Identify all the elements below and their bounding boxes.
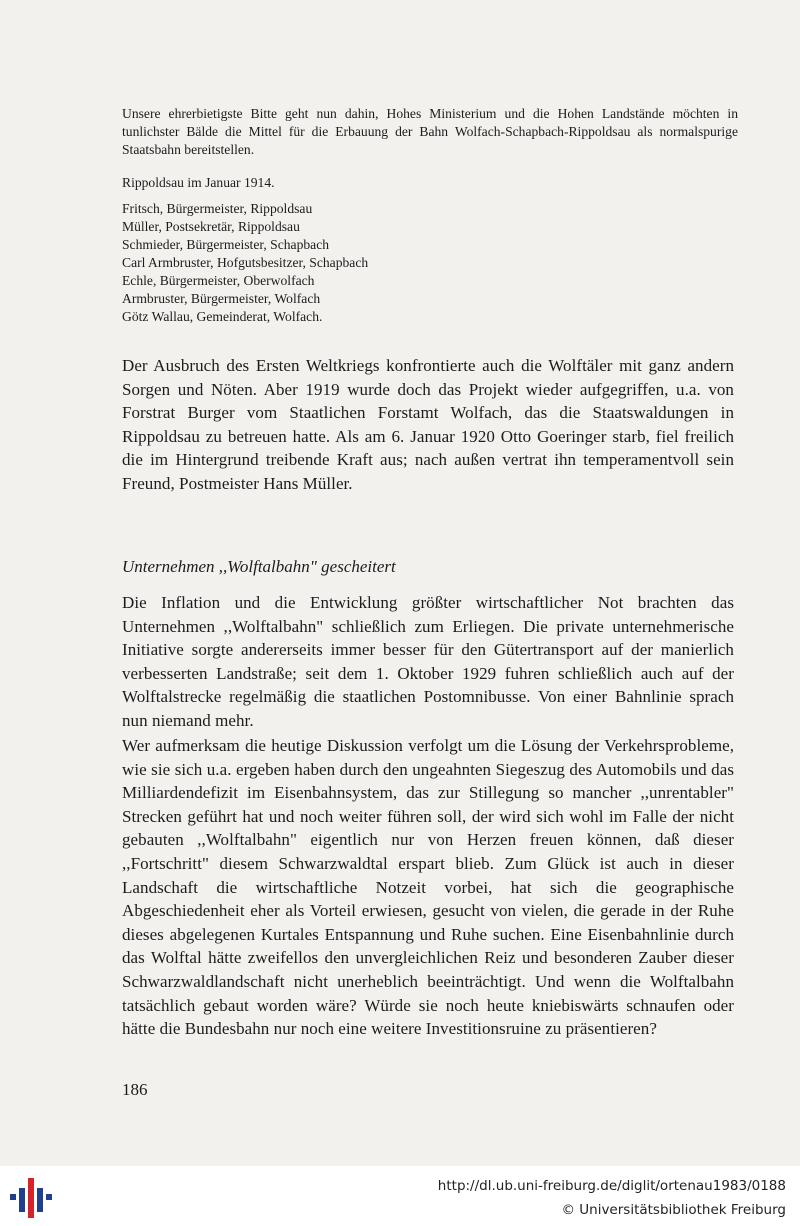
signatory-line: Müller, Postsekretär, Rippoldsau xyxy=(122,219,300,234)
paragraph-text: Die Inflation und die Entwicklung größter wirtschaftlicher Not brachten das Unternehmen ,,Wolftalbahn" schließlich zum Erliegen. Die private unternehmerische Initiative sorgte andererseits immer besser für den Gütertransport auf der manierlich verbesserten Landstraße; seit dem 1. Oktober 1929 fuhren schließlich auch auf der Wolftalstrecke regelmäßig die staatlichen Postomnibusse. Von einer Bahnlinie sprach nun niemand mehr. xyxy=(122,593,734,730)
letter-request-text: Unsere ehrerbietigste Bitte geht nun dahin, Hohes Ministerium und die Hohen Landstände möchten in tunlichster Bälde die Mittel für die Erbauung der Bahn Wolfach-Schapbach-Rippoldsau als normalspurige Staatsbahn bereitstellen. xyxy=(122,106,738,157)
paragraph-text: Der Ausbruch des Ersten Weltkriegs konfrontierte auch die Wolftäler mit ganz andern Sorgen und Nöten. Aber 1919 wurde doch das Projekt wieder aufgegriffen, u.a. von Forstrat Burger vom Staatlichen Forstamt Wolfach, das die Staatswaldungen in Rippoldsau zu betreuen hatte. Als am 6. Januar 1920 Otto Goeringer starb, fiel freilich die im Hintergrund treibende Kraft aus; nach außen vertrat ihn temperamentvoll sein Freund, Postmeister Hans Müller. xyxy=(122,356,734,493)
signatory-line: Echle, Bürgermeister, Oberwolfach xyxy=(122,273,315,288)
footer-bar xyxy=(0,1166,800,1226)
paragraph-discussion xyxy=(122,734,734,1041)
paragraph-text: Wer aufmerksam die heutige Diskussion verfolgt um die Lösung der Verkehrsprobleme, wie sie sich u.a. ergeben haben durch den ungeahnten Siegeszug des Automobils und das Milliardendefizit im Eisenbahnsystem, das zur Stillegung so mancher ,,unrentabler" Strecken geführt hat und noch weiter führen soll, der wird sich wohl im Falle der nicht gebauten ,,Wolftalbahn" eigentlich nur von Herzen freuen können, daß dieser ,,Fortschritt" diesem Schwarzwaldtal erspart blieb. Zum Glück ist auch in dieser Landschaft die wirtschaftliche Notzeit vorbei, hat sich die geographische Abgeschiedenheit eher als Vorteil erwiesen, gesucht von vielen, die gerade in der Ruhe dieses abgelegenen Kurtales Entspannung und Ruhe suchen. Eine Eisenbahnlinie durch das Wolftal hätte zweifellos den unvergleichlichen Reiz und besonderen Zauber dieser Schwarzwaldlandschaft nicht unerheblich beeinträchtigt. Und wenn die Wolftalbahn tatsächlich gebaut worden wäre? Würde sie noch heute kniebiswärts schnaufen oder hätte die Bundesbahn nur noch eine weitere Investitionsruine zu präsentieren? xyxy=(122,736,734,1039)
signatory-line: Carl Armbruster, Hofgutsbesitzer, Schapbach xyxy=(122,255,369,270)
signatory-line: Schmieder, Bürgermeister, Schapbach xyxy=(122,237,330,252)
letter-place-date xyxy=(122,174,738,192)
signatory-line: Götz Wallau, Gemeinderat, Wolfach. xyxy=(122,309,323,324)
letter-request xyxy=(122,105,738,159)
footer-copyright: © Universitätsbibliothek Freiburg xyxy=(561,1202,786,1218)
paragraph-ww1 xyxy=(122,354,734,496)
section-heading: Unternehmen ,,Wolftalbahn" gescheitert xyxy=(122,557,396,576)
signatory-line: Fritsch, Bürgermeister, Rippoldsau xyxy=(122,201,313,216)
footer-url-link[interactable]: http://dl.ub.uni-freiburg.de/diglit/ortenau1983/0188 xyxy=(437,1178,786,1194)
ub-freiburg-logo-icon xyxy=(8,1176,52,1220)
paragraph-inflation xyxy=(122,591,734,733)
page-number: 186 xyxy=(122,1080,148,1099)
place-date-text: Rippoldsau im Januar 1914. xyxy=(122,175,275,190)
signatory-line: Armbruster, Bürgermeister, Wolfach xyxy=(122,291,321,306)
signatory-list xyxy=(122,200,738,326)
